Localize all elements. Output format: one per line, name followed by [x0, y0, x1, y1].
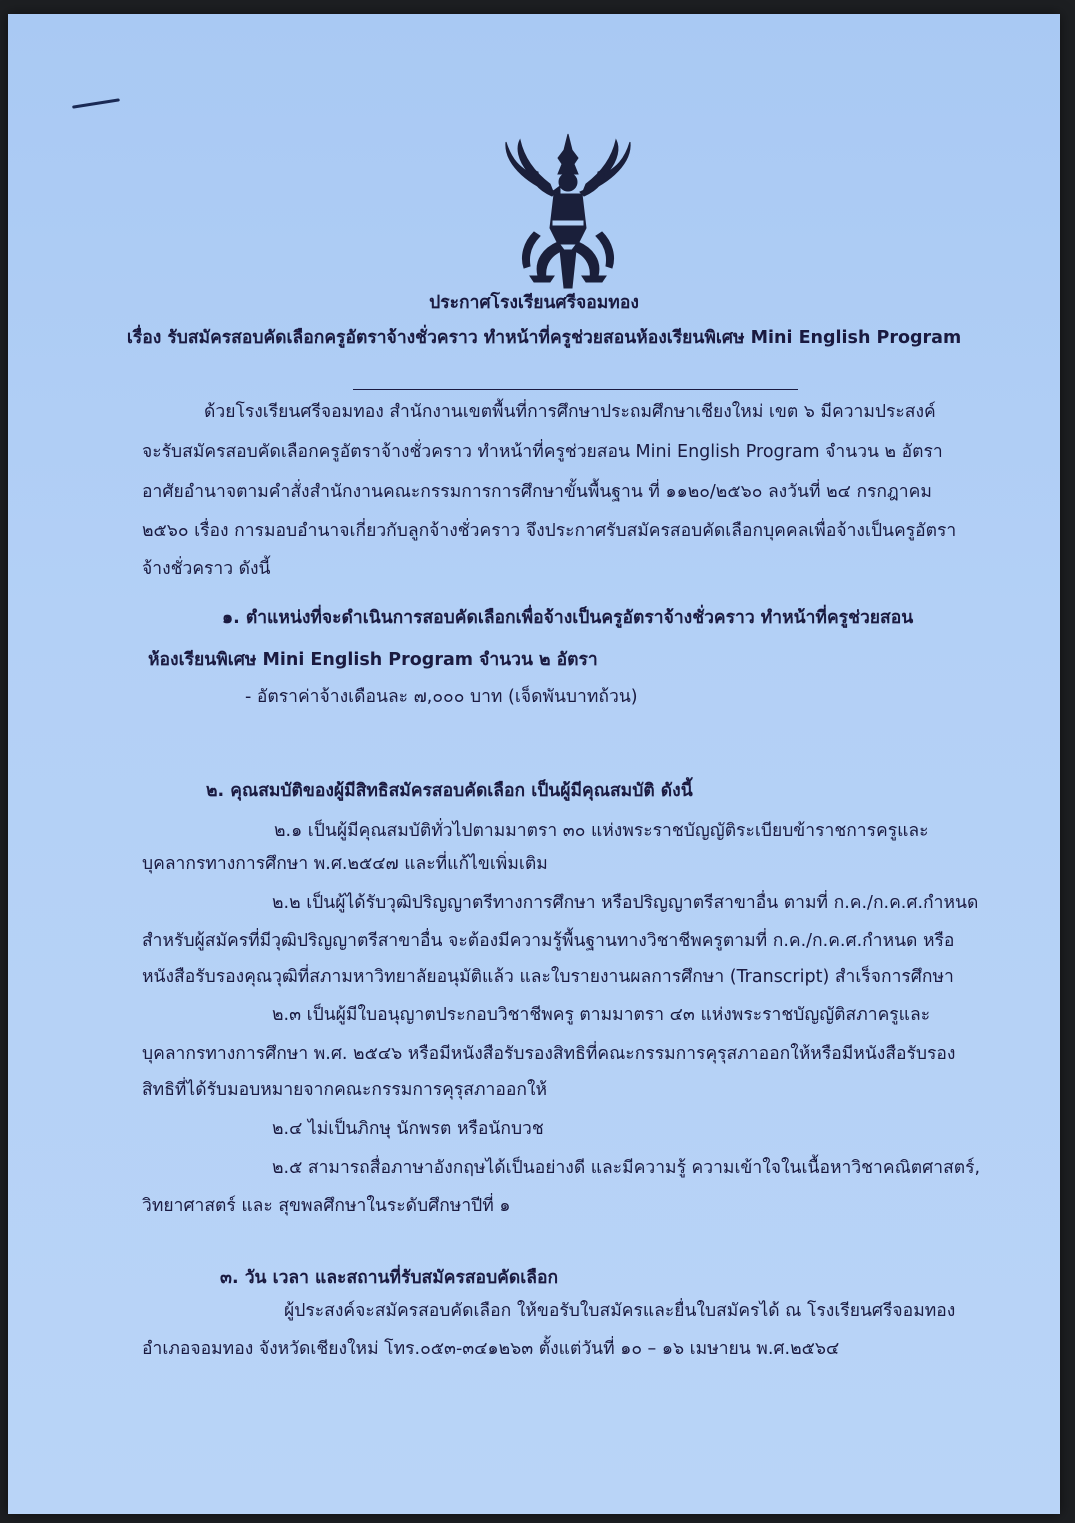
document-page	[8, 14, 1060, 1514]
section1-heading-cont: ห้องเรียนพิเศษ Mini English Program จำนวน ๒ อัตรา	[148, 650, 598, 670]
intro-line: ๒๕๖๐ เรื่อง การมอบอำนาจเกี่ยวกับลูกจ้างชั่วคราว จึงประกาศรับสมัครสอบคัดเลือกบุคคลเพื่อจ้างเป็นครูอัตรา	[142, 521, 957, 541]
intro-line: จ้างชั่วคราว ดังนี้	[142, 559, 271, 579]
garuda-emblem-icon	[494, 132, 642, 290]
qualification-line: หนังสือรับรองคุณวุฒิที่สภามหาวิทยาลัยอนุมัติแล้ว และใบรายงานผลการศึกษา (Transcript) สำเร็จการศึกษา	[142, 967, 954, 987]
qualification-line: บุคลากรทางการศึกษา พ.ศ.๒๕๔๗ และที่แก้ไขเพิ่มเติม	[142, 854, 548, 874]
section2-heading: ๒. คุณสมบัติของผู้มีสิทธิสมัครสอบคัดเลือก เป็นผู้มีคุณสมบัติ ดังนี้	[206, 781, 693, 801]
qualification-line: ๒.๔ ไม่เป็นภิกษุ นักพรต หรือนักบวช	[272, 1119, 544, 1139]
qualification-line: ๒.๒ เป็นผู้ได้รับวุฒิปริญญาตรีทางการศึกษา หรือปริญญาตรีสาขาอื่น ตามที่ ก.ค./ก.ค.ศ.กำหนด	[272, 893, 979, 913]
intro-line: จะรับสมัครสอบคัดเลือกครูอัตราจ้างชั่วคราว ทำหน้าที่ครูช่วยสอน Mini English Program จำนวน ๒ อัตรา	[142, 442, 943, 462]
section1-heading: ๑. ตำแหน่งที่จะดำเนินการสอบคัดเลือกเพื่อจ้างเป็นครูอัตราจ้างชั่วคราว ทำหน้าที่ครูช่วยสอน	[222, 608, 914, 628]
section3-heading: ๓. วัน เวลา และสถานที่รับสมัครสอบคัดเลือก	[220, 1268, 559, 1288]
qualification-line: ๒.๓ เป็นผู้มีใบอนุญาตประกอบวิชาชีพครู ตามมาตรา ๔๓ แห่งพระราชบัญญัติสภาครูและ	[272, 1005, 931, 1025]
qualification-line: สิทธิที่ได้รับมอบหมายจากคณะกรรมการคุรุสภาออกให้	[142, 1080, 548, 1100]
announcement-subject: เรื่อง รับสมัครสอบคัดเลือกครูอัตราจ้างชั่วคราว ทำหน้าที่ครูช่วยสอนห้องเรียนพิเศษ Mini English Program	[126, 328, 962, 348]
qualification-line: บุคลากรทางการศึกษา พ.ศ. ๒๕๔๖ หรือมีหนังสือรับรองสิทธิที่คณะกรรมการคุรุสภาออกให้หรือมีหนังสือรับรอง	[142, 1044, 956, 1064]
qualification-line: สำหรับผู้สมัครที่มีวุฒิปริญญาตรีสาขาอื่น จะต้องมีความรู้พื้นฐานทางวิชาชีพครูตามที่ ก.ค./ก.ค.ศ.กำหนด หรือ	[142, 931, 955, 951]
qualification-line: ๒.๕ สามารถสื่อภาษาอังกฤษได้เป็นอย่างดี และมีความรู้ ความเข้าใจในเนื้อหาวิชาคณิตศาสตร์,	[272, 1158, 981, 1178]
title-divider	[353, 389, 798, 390]
qualification-line: ๒.๑ เป็นผู้มีคุณสมบัติทั่วไปตามมาตรา ๓๐ แห่งพระราชบัญญัติระเบียบข้าราชการครูและ	[274, 821, 929, 841]
intro-line: อาศัยอำนาจตามคำสั่งสำนักงานคณะกรรมการการศึกษาขั้นพื้นฐาน ที่ ๑๑๒๐/๒๕๖๐ ลงวันที่ ๒๔ กรกฎาคม	[142, 482, 932, 502]
application-line: ผู้ประสงค์จะสมัครสอบคัดเลือก ให้ขอรับใบสมัครและยื่นใบสมัครได้ ณ โรงเรียนศรีจอมทอง	[284, 1301, 956, 1321]
qualification-line: วิทยาศาสตร์ และ สุขพลศึกษาในระดับศึกษาปีที่ ๑	[142, 1196, 511, 1216]
announcement-title: ประกาศโรงเรียนศรีจอมทอง	[429, 293, 639, 313]
application-line: อำเภอจอมทอง จังหวัดเชียงใหม่ โทร.๐๕๓-๓๔๑๒๖๓ ตั้งแต่วันที่ ๑๐ – ๑๖ เมษายน พ.ศ.๒๕๖๔	[142, 1339, 840, 1359]
section1-wage: - อัตราค่าจ้างเดือนละ ๗,๐๐๐ บาท (เจ็ดพันบาทถ้วน)	[245, 687, 638, 707]
pen-mark	[72, 98, 120, 108]
intro-line: ด้วยโรงเรียนศรีจอมทอง สำนักงานเขตพื้นที่การศึกษาประถมศึกษาเชียงใหม่ เขต ๖ มีความประสงค์	[204, 402, 936, 422]
